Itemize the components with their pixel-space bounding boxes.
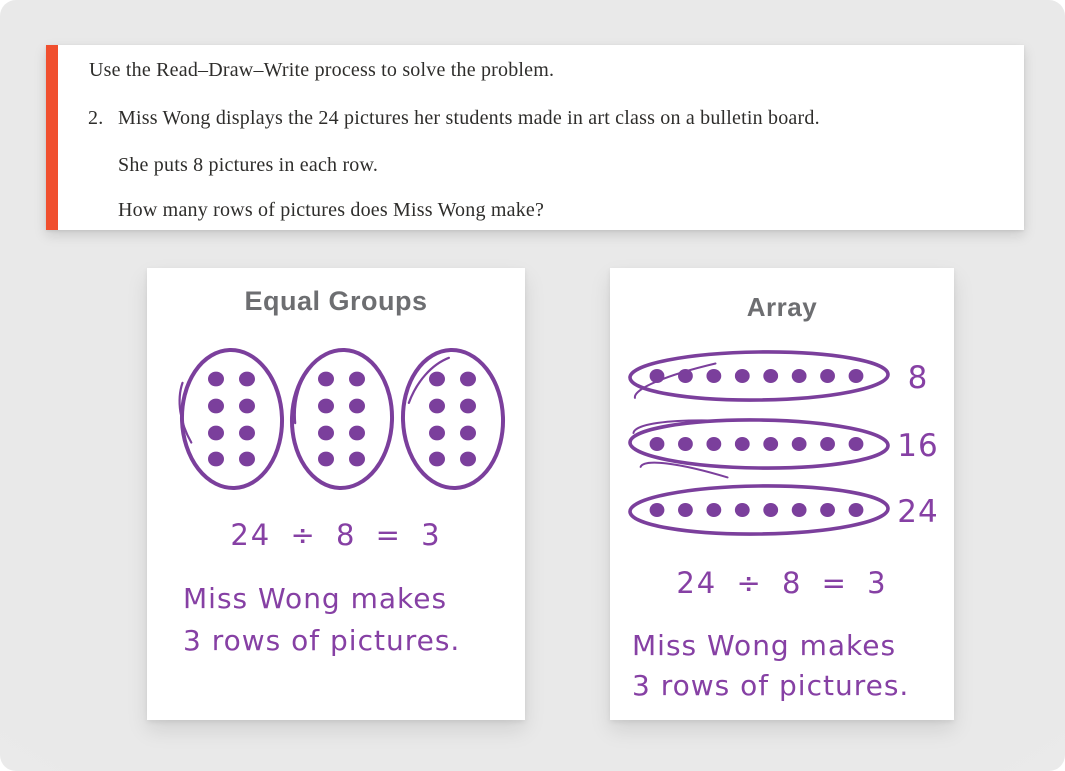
dot [849,437,864,451]
dot [349,399,365,414]
equal-groups-title: Equal Groups [244,286,428,316]
equal-group-oval [289,348,394,489]
problem-detail: She puts 8 pictures in each row. [118,154,379,176]
dot [349,426,365,441]
dot [460,426,476,441]
dot [239,452,255,467]
dot [239,399,255,414]
dot [763,369,778,383]
array-row [630,348,929,419]
dot [763,503,778,517]
dot [208,452,224,467]
dot [349,452,365,467]
array-card [610,268,954,720]
problem-question: How many rows of pictures does Miss Wong make? [118,199,545,221]
dot [429,399,445,414]
dot [318,399,334,414]
array-row [630,412,939,476]
equal-groups-card [147,268,525,720]
dot [706,369,721,383]
dot [792,437,807,451]
dot [429,372,445,387]
array-row-count-label: 24 [897,494,939,530]
item-number: 2. [88,107,104,129]
array-equation: 24 ÷ 8 = 3 [676,566,888,600]
dot [820,503,835,517]
dot [678,503,693,517]
array-row-count-label: 16 [897,428,939,464]
dot [678,437,693,451]
dot [650,503,665,517]
dot [792,369,807,383]
dot [239,372,255,387]
dot [849,503,864,517]
instruction-text: Use the Read–Draw–Write process to solve the problem. [89,59,555,81]
dot [318,452,334,467]
dot [318,372,334,387]
equal-groups-equation: 24 ÷ 8 = 3 [230,518,442,552]
array-answer-line2: 3 rows of pictures. [632,669,910,702]
dot [735,503,750,517]
dot [735,437,750,451]
dot [678,369,693,383]
array-title: Array [746,292,818,322]
dot [735,369,750,383]
dot [820,369,835,383]
equal-group-oval [386,342,519,497]
dot [429,452,445,467]
dot [460,372,476,387]
dot [208,426,224,441]
accent-bar [46,45,58,230]
dot [849,369,864,383]
dot [460,399,476,414]
problem-card [46,45,1024,230]
array-figure [610,348,954,548]
dot [706,437,721,451]
equal-groups-answer-line1: Miss Wong makes [183,582,448,615]
equal-group-oval [158,342,305,497]
dot [429,426,445,441]
dot [239,426,255,441]
array-row-count-label: 8 [907,360,929,396]
array-answer-line1: Miss Wong makes [632,629,897,662]
dot [650,369,665,383]
dot [349,372,365,387]
dot [820,437,835,451]
dot [460,452,476,467]
problem-statement: Miss Wong displays the 24 pictures her students made in art class on a bulletin board. [118,107,820,129]
equal-groups-answer-line2: 3 rows of pictures. [183,624,461,657]
dot [650,437,665,451]
dot [208,372,224,387]
dot [763,437,778,451]
dot [318,426,334,441]
dot [792,503,807,517]
dot [706,503,721,517]
dot [208,399,224,414]
equal-groups-figure [147,342,525,497]
